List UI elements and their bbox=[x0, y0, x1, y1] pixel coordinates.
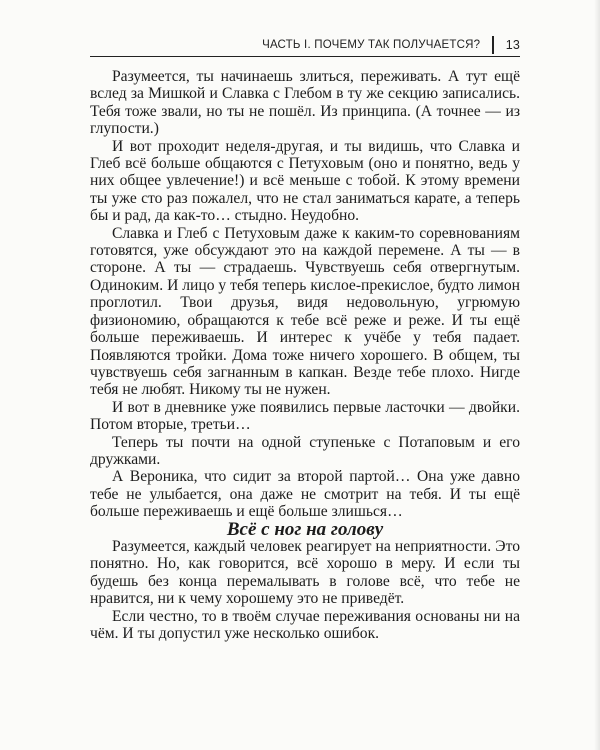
paragraph: Разумеется, каждый человек реагирует на неприятности. Это понятно. Но, как говорится, всё хорошо в меру. И если ты будешь без конца перемалывать в голове всё, что тебе не нравится, ни к чему хорошему это не приведёт. bbox=[90, 537, 520, 608]
paragraph: Теперь ты почти на одной ступеньке с Потаповым и его дружками. bbox=[90, 433, 520, 468]
chapter-title: ЧАСТЬ I. ПОЧЕМУ ТАК ПОЛУЧАЕТСЯ? bbox=[262, 39, 481, 51]
paragraph: И вот проходит неделя-другая, и ты видишь, что Славка и Глеб всё больше общаются с Петуховым (оно и понятно, ведь у них общее увлечение!) и всё меньше с тобой. К этому времени ты уже сто раз пожалел, что не стал заниматься карате, а теперь бы и рад, да как-то… стыдно. Неудобно. bbox=[90, 137, 520, 225]
running-header bbox=[90, 36, 520, 54]
paragraph: Славка и Глеб с Петуховым даже к каким-то соревнованиям готовятся, уже обсуждают это на каждой перемене. А ты — в стороне. А ты — страдаешь. Чувствуешь себя отвергнутым. Одиноким. И лицо у тебя теперь кислое-прекислое, будто лимон проглотил. Твои друзья, видя недовольную, угрюмую физиономию, обращаются к тебе всё реже и реже. И ты ещё больше переживаешь. И интерес к учёбе у тебя падает. Появляются тройки. Дома тоже ничего хорошего. В общем, ты чувствуешь себя загнанным в капкан. Везде тебе плохо. Нигде тебя не любят. Никому ты не нужен. bbox=[90, 224, 520, 399]
section-title: Всё с ног на голову bbox=[226, 518, 384, 540]
page-edge-shadow bbox=[594, 0, 600, 750]
paragraph: И вот в дневнике уже появились первые ласточки — двойки. Потом вторые, третьи… bbox=[90, 398, 520, 434]
paragraph: Разумеется, ты начинаешь злиться, переживать. А тут ещё вслед за Мишкой и Славка с Глебом в ту же секцию записались. Тебя тоже звали, но ты не пошёл. Из принципа. (А точнее — из глупости.) bbox=[90, 68, 520, 138]
header-rule bbox=[90, 56, 520, 57]
paragraph: Если честно, то в твоём случае переживания основаны ни на чём. И ты допустил уже несколько ошибок. bbox=[90, 607, 520, 642]
header-divider bbox=[492, 36, 494, 54]
page-number: 13 bbox=[505, 38, 520, 52]
body-text bbox=[90, 68, 520, 642]
paragraph: А Вероника, что сидит за второй партой… Она уже давно тебе не улыбается, она даже не смотрит на тебя. И ты ещё больше переживаешь и ещё больше злишься… bbox=[90, 468, 520, 521]
